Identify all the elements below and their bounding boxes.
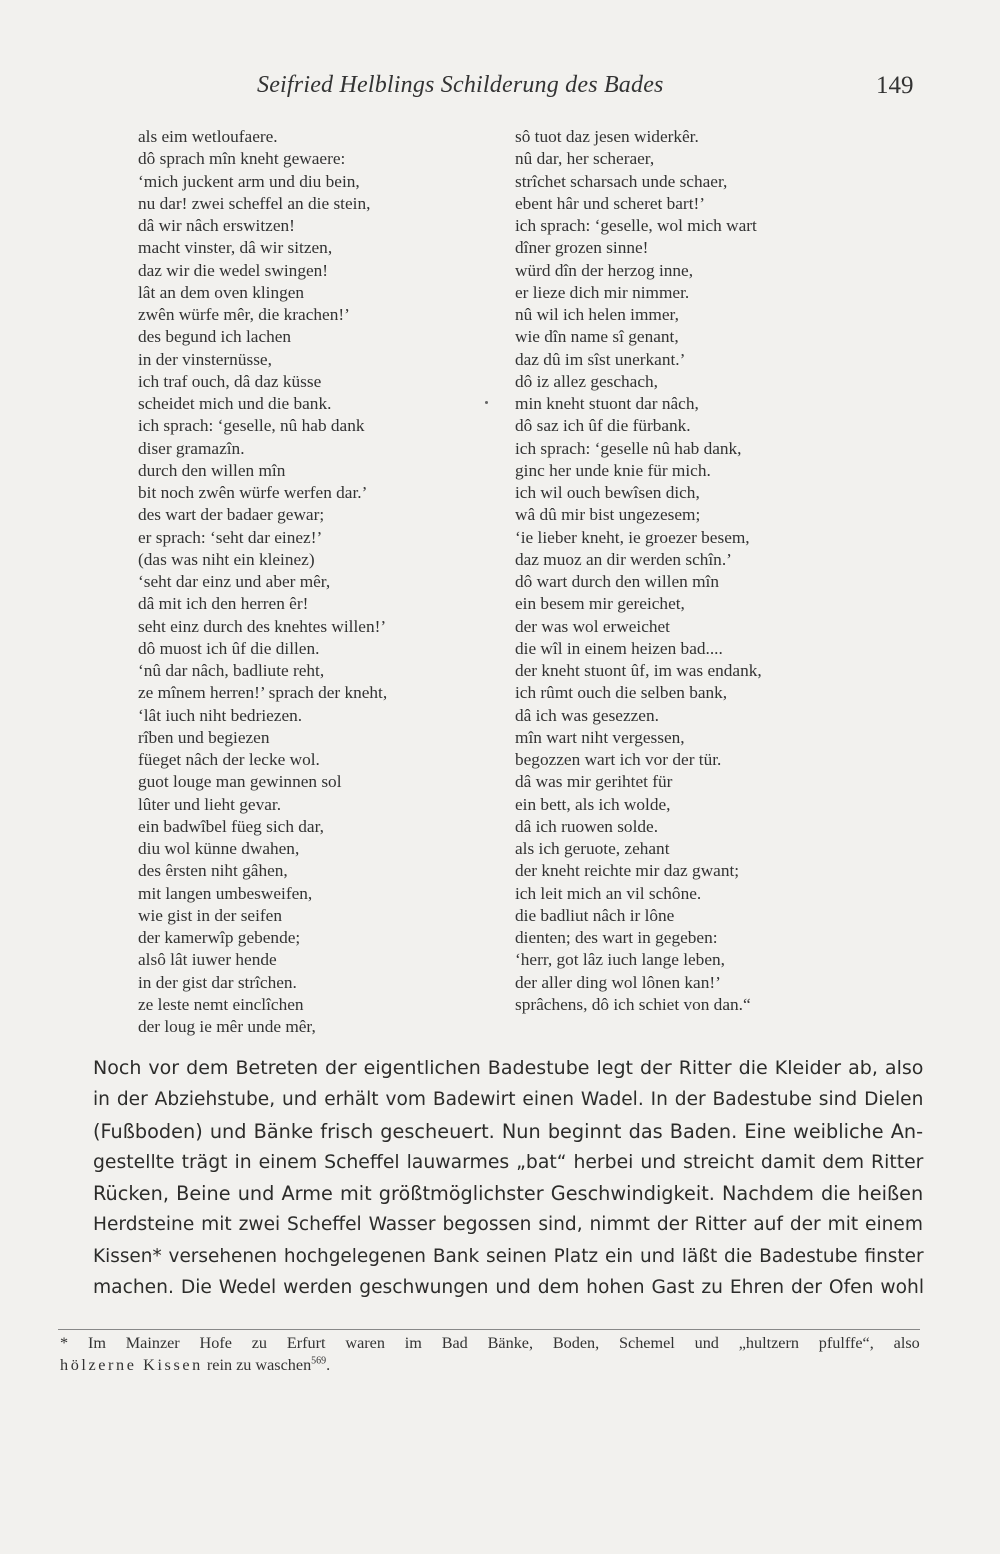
body-line: Rücken, Beine und Arme mit größtmöglichster Geschwindigkeit. Nachdem die heißen	[93, 1182, 924, 1206]
verse-line: mit langen umbesweifen,	[138, 883, 313, 903]
body-line: (Fußboden) und Bänke frisch gescheuert. Nun beginnt das Baden. Eine weibliche An-	[93, 1119, 924, 1143]
body-line: gestellte trägt in einem Scheffel lauwarmes „bat“ herbei und streicht damit dem Ritter	[93, 1151, 924, 1173]
footnote-line-1: * Im Mainzer Hofe zu Erfurt waren im Bad Bänke, Boden, Schemel und „hultzern pfulffe“, also	[60, 1334, 920, 1352]
page-number: 149	[876, 72, 914, 99]
verse-line: ze mînem herren!’ sprach der kneht,	[138, 683, 388, 703]
verse-line: nû wil ich helen immer,	[515, 305, 679, 324]
verse-line: lât an dem oven klingen	[138, 282, 305, 302]
footnote-text: rein zu waschen	[202, 1356, 312, 1374]
verse-line: wâ dû mir bist ungezesem;	[515, 505, 701, 525]
body-line: machen. Die Wedel werden geschwungen und dem hohen Gast zu Ehren der Ofen wohl	[93, 1277, 925, 1299]
verse-line: dâ mit ich den herren êr!	[138, 594, 309, 614]
verse-line: wie gist in der seifen	[138, 905, 282, 925]
verse-line: ze leste nemt einclîchen	[138, 994, 304, 1014]
verse-line: daz wir die wedel swingen!	[138, 260, 329, 280]
verse-line: ich sprach: ‘geselle, wol mich wart	[515, 216, 757, 235]
body-line: Kissen* versehenen hochgelegenen Bank seinen Platz ein und läßt die Badestube finster	[93, 1245, 924, 1267]
verse-line: sô tuot daz jesen widerkêr.	[515, 127, 699, 146]
verse-line: ‘mich juckent arm und diu bein,	[138, 171, 360, 191]
verse-line: ‘herr, got lâz iuch lange leben,	[515, 950, 725, 970]
verse-line: dâ ich ruowen solde.	[515, 816, 659, 836]
verse-line: er lieze dich mir nimmer.	[515, 282, 690, 302]
verse-line: dô wart durch den willen mîn	[515, 572, 719, 591]
running-title: Seifried Helblings Schilderung des Bades	[257, 72, 664, 98]
verse-column-right	[515, 126, 762, 1016]
verse-line: ich leit mich an vil schône.	[515, 883, 702, 903]
verse-line: diu wol künne dwahen,	[138, 839, 300, 858]
body-paragraph	[93, 1053, 923, 1303]
footnote-end: .	[326, 1356, 331, 1374]
verse-line: min kneht stuont dar nâch,	[515, 394, 699, 413]
verse-line: die badliut nâch ir lône	[515, 905, 675, 925]
footnote-rule	[58, 1329, 920, 1330]
verse-line: ich rûmt ouch die selben bank,	[515, 683, 728, 703]
verse-line: dô saz ich ûf die fürbank.	[515, 416, 691, 436]
verse-line: ‘lât iuch niht bedriezen.	[138, 705, 303, 725]
verse-line: ginc her unde knie für mich.	[515, 460, 711, 480]
verse-line: dâ was mir gerihtet für	[515, 772, 673, 792]
verse-line: dô iz allez geschach,	[515, 371, 658, 391]
verse-line: macht vinster, dâ wir sitzen,	[138, 238, 333, 258]
verse-line: dîner grozen sinne!	[515, 238, 649, 258]
verse-line: der kneht stuont ûf, im was endank,	[515, 661, 762, 680]
verse-line: guot louge man gewinnen sol	[138, 772, 342, 792]
body-line: in der Abziehstube, und erhält vom Badewirt einen Wadel. In der Badestube sind Dielen	[93, 1089, 924, 1111]
verse-line: (das was niht ein kleinez)	[138, 549, 315, 569]
print-speck	[485, 401, 488, 404]
verse-line: nu dar! zwei scheffel an die stein,	[138, 193, 371, 213]
verse-line: der kamerwîp gebende;	[138, 928, 301, 947]
verse-line: dâ ich was gesezzen.	[515, 705, 659, 725]
verse-line: der was wol erweichet	[515, 616, 670, 636]
footnote-line-2	[60, 1354, 922, 1376]
body-line: Herdsteine mit zwei Scheffel Wasser begossen sind, nimmt der Ritter auf der mit einem	[93, 1214, 923, 1236]
verse-line: dâ wir nâch erswitzen!	[138, 216, 295, 235]
verse-line: dienten; des wart in gegeben:	[515, 928, 718, 947]
verse-line: des wart der badaer gewar;	[138, 505, 325, 525]
verse-line: er sprach: ‘seht dar einez!’	[138, 527, 323, 547]
verse-line: ebent hâr und scheret bart!’	[515, 193, 706, 213]
verse-line: ich wil ouch bewîsen dich,	[515, 483, 700, 502]
verse-line: des begund ich lachen	[138, 327, 292, 347]
verse-line: mîn wart niht vergessen,	[515, 727, 685, 747]
verse-line: durch den willen mîn	[138, 460, 286, 480]
verse-line: dô muost ich ûf die dillen.	[138, 638, 320, 658]
footnote-reference: 569	[311, 1355, 327, 1367]
verse-line: bit noch zwên würfe werfen dar.’	[138, 483, 368, 502]
verse-line: als ich geruote, zehant	[515, 839, 670, 858]
verse-line: strîchet scharsach unde schaer,	[515, 171, 728, 191]
verse-line: rîben und begiezen	[138, 727, 270, 747]
verse-line: ich sprach: ‘geselle nû hab dank,	[515, 438, 742, 458]
verse-line: zwên würfe mêr, die krachen!’	[138, 305, 350, 324]
verse-line: die wîl in einem heizen bad....	[515, 638, 723, 658]
verse-line: nû dar, her scheraer,	[515, 149, 655, 169]
verse-line: dô sprach mîn kneht gewaere:	[138, 149, 346, 169]
verse-line: lûter und lieht gevar.	[138, 794, 282, 814]
verse-line: seht einz durch des knehtes willen!’	[138, 616, 387, 636]
verse-line: begozzen wart ich vor der tür.	[515, 750, 722, 769]
verse-line: ich traf ouch, dâ daz küsse	[138, 371, 322, 391]
verse-line: ‘seht dar einz und aber mêr,	[138, 572, 331, 591]
verse-line: würd dîn der herzog inne,	[515, 260, 694, 280]
verse-line: scheidet mich und die bank.	[138, 394, 332, 413]
verse-column-left	[138, 126, 387, 1038]
verse-line: alsô lât iuwer hende	[138, 950, 277, 970]
footnote	[60, 1332, 922, 1376]
verse-line: in der vinsternüsse,	[138, 349, 272, 369]
verse-line: des êrsten niht gâhen,	[138, 861, 288, 881]
verse-line: in der gist dar strîchen.	[138, 972, 297, 992]
verse-line: ein badwîbel füeg sich dar,	[138, 816, 324, 836]
verse-line: ‘nû dar nâch, badliute reht,	[138, 661, 325, 680]
verse-line: füeget nâch der lecke wol.	[138, 750, 320, 769]
verse-line: sprâchens, dô ich schiet von dan.“	[515, 994, 751, 1014]
verse-line: ‘ie lieber kneht, ie groezer besem,	[515, 527, 750, 547]
verse-line: der loug ie mêr unde mêr,	[138, 1017, 316, 1036]
verse-line: diser gramazîn.	[138, 438, 245, 458]
verse-line: daz dû im sîst unerkant.’	[515, 349, 686, 369]
running-head	[0, 70, 1000, 104]
verse-line: als eim wetloufaere.	[138, 127, 278, 146]
verse-line: ein besem mir gereichet,	[515, 594, 685, 614]
verse-line: wie dîn name sî genant,	[515, 327, 679, 347]
verse-line: ein bett, als ich wolde,	[515, 794, 671, 814]
footnote-spaced-text: hölzerne Kissen	[60, 1356, 203, 1374]
verse-line: ich sprach: ‘geselle, nû hab dank	[138, 416, 365, 436]
verse-line: der aller ding wol lônen kan!’	[515, 972, 721, 992]
verse-line: der kneht reichte mir daz gwant;	[515, 861, 740, 881]
body-line: Noch vor dem Betreten der eigentlichen Badestube legt der Ritter die Kleider ab, also	[93, 1057, 924, 1079]
verse-line: daz muoz an dir werden schîn.’	[515, 549, 732, 569]
